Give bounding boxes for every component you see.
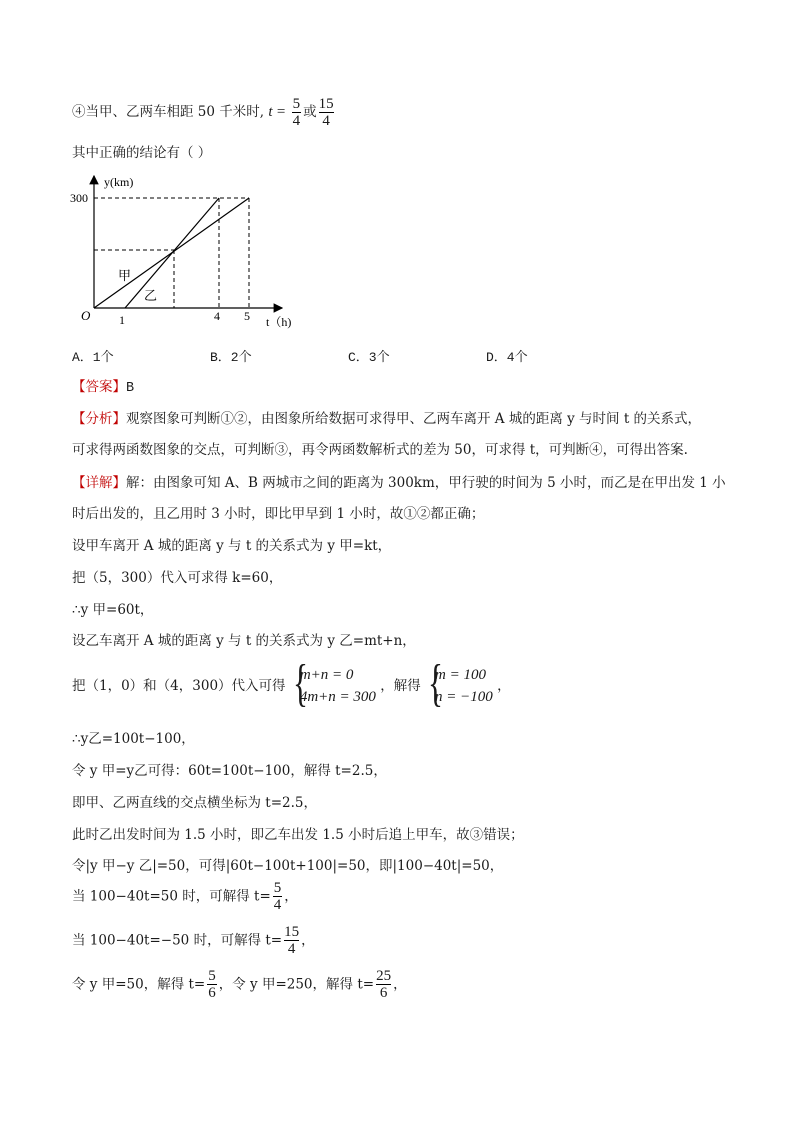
- line-yi: [125, 198, 219, 308]
- detail-line-1: [72, 474, 726, 492]
- origin-label: O: [81, 308, 91, 323]
- detail-text-7-end: ，: [497, 678, 511, 694]
- statement-4: [72, 96, 336, 129]
- t-variable: t: [268, 104, 273, 120]
- detail-text-7: 把（1，0）和（4，300）代入可得: [72, 678, 286, 694]
- y-tick-300: 300: [70, 191, 88, 205]
- detail-tag: 【详解】: [72, 475, 126, 491]
- system-1-row-1: m+n = 0: [299, 667, 354, 683]
- detail-text-15-mid: ，令 y 甲=250，解得 t=: [218, 976, 375, 993]
- equation-system-1: { m+n = 0 4m+n = 300: [292, 655, 376, 712]
- label-yi: 乙: [144, 288, 158, 303]
- detail-text-7-mid: ，解得: [380, 678, 421, 694]
- system-2-row-1: m = 100: [435, 667, 486, 683]
- x-tick-1: 1: [119, 313, 125, 327]
- question-prompt: 其中正确的结论有（ ）: [72, 145, 212, 161]
- analysis-line-2: 可求得两函数图象的交点，可判断③，再令两函数解析式的差为 50，可求得 t，可判断④，可得出答案.: [72, 442, 688, 458]
- detail-text-1: 解：由图象可知 A、B 两城市之间的距离为 300km，甲行驶的时间为 5 小时，而乙是在甲出发 1 小: [126, 475, 726, 491]
- statement-4-text: ④当甲、乙两车相距 50 千米时,: [72, 104, 265, 120]
- detail-line-9: 令 y 甲=y乙可得：60t=100t−100，解得 t=2.5，: [72, 763, 387, 779]
- detail-line-5: ∴y 甲=60t，: [72, 602, 154, 618]
- detail-line-11: 此时乙出发时间为 1.5 小时，即乙车出发 1.5 小时后追上甲车，故③错误；: [72, 827, 524, 843]
- x-tick-4: 4: [214, 309, 220, 323]
- system-1-row-2: 4m+n = 300: [299, 689, 376, 705]
- answer-value: B: [126, 381, 135, 396]
- detail-line-10: 即甲、乙两直线的交点横坐标为 t=2.5，: [72, 795, 317, 811]
- answer-tag: 【答案】: [72, 379, 126, 395]
- detail-line-13: [72, 880, 298, 913]
- detail-text-15-end: ，: [393, 976, 407, 993]
- detail-line-2: 时后出发的，且乙用时 3 小时，即比甲早到 1 小时，故①②都正确；: [72, 506, 485, 522]
- system-2-row-2: n = −100: [435, 689, 493, 705]
- choice-a: A．1个: [72, 350, 114, 365]
- y-axis-label: y(km): [104, 175, 134, 189]
- detail-line-14: [72, 924, 315, 957]
- detail-line-6: 设乙车离开 A 城的距离 y 与 t 的关系式为 y 乙=mt+n，: [72, 633, 416, 649]
- analysis-line-1: [72, 410, 701, 428]
- fraction-5-6: $\frac{5}{6}$: [208, 968, 216, 1001]
- choice-d: D．4个: [486, 350, 528, 365]
- detail-text-14-end: ，: [301, 932, 315, 949]
- fraction-5-4-solution: $\frac{5}{4}$: [273, 880, 282, 913]
- x-axis-label: t（h): [266, 315, 292, 329]
- detail-line-4: 把（5，300）代入可求得 k=60，: [72, 570, 283, 586]
- analysis-tag: 【分析】: [72, 411, 126, 427]
- or-text: 或: [303, 104, 317, 120]
- fraction-15-4-solution: $\frac{15}{4}$: [284, 924, 300, 957]
- function-graph: [70, 172, 310, 332]
- detail-text-13: 当 100−40t=50 时，可解得 t=: [72, 888, 271, 905]
- detail-line-15: [72, 968, 407, 1001]
- fraction-15-4: $\frac{15}{4}$: [318, 96, 334, 129]
- fraction-25-6: $\frac{25}{6}$: [376, 968, 392, 1001]
- analysis-text-1: 观察图象可判断①②，由图象所给数据可求得甲、乙两车离开 A 城的距离 y 与时间 t 的关系式，: [126, 411, 702, 427]
- detail-text-13-end: ，: [284, 888, 298, 905]
- choice-c: C．3个: [348, 350, 390, 365]
- detail-line-12: 令|y 甲−y 乙|=50，可得|60t−100t+100|=50，即|100−40t|=50，: [72, 858, 504, 874]
- detail-line-7: [72, 655, 511, 712]
- equals-sign: =: [276, 104, 286, 120]
- label-jia: 甲: [118, 268, 132, 283]
- x-tick-5: 5: [244, 309, 250, 323]
- equation-system-2: { m = 100 n = −100: [428, 655, 493, 712]
- detail-line-8: ∴y乙=100t−100，: [72, 731, 195, 747]
- fraction-5-4: $\frac{5}{4}$: [292, 96, 301, 129]
- detail-text-15: 令 y 甲=50，解得 t=: [72, 976, 206, 993]
- answer-line: [72, 378, 134, 398]
- choice-b: B．2个: [210, 350, 252, 365]
- detail-line-3: 设甲车离开 A 城的距离 y 与 t 的关系式为 y 甲=kt，: [72, 538, 392, 554]
- detail-text-14: 当 100−40t=−50 时，可解得 t=: [72, 932, 283, 949]
